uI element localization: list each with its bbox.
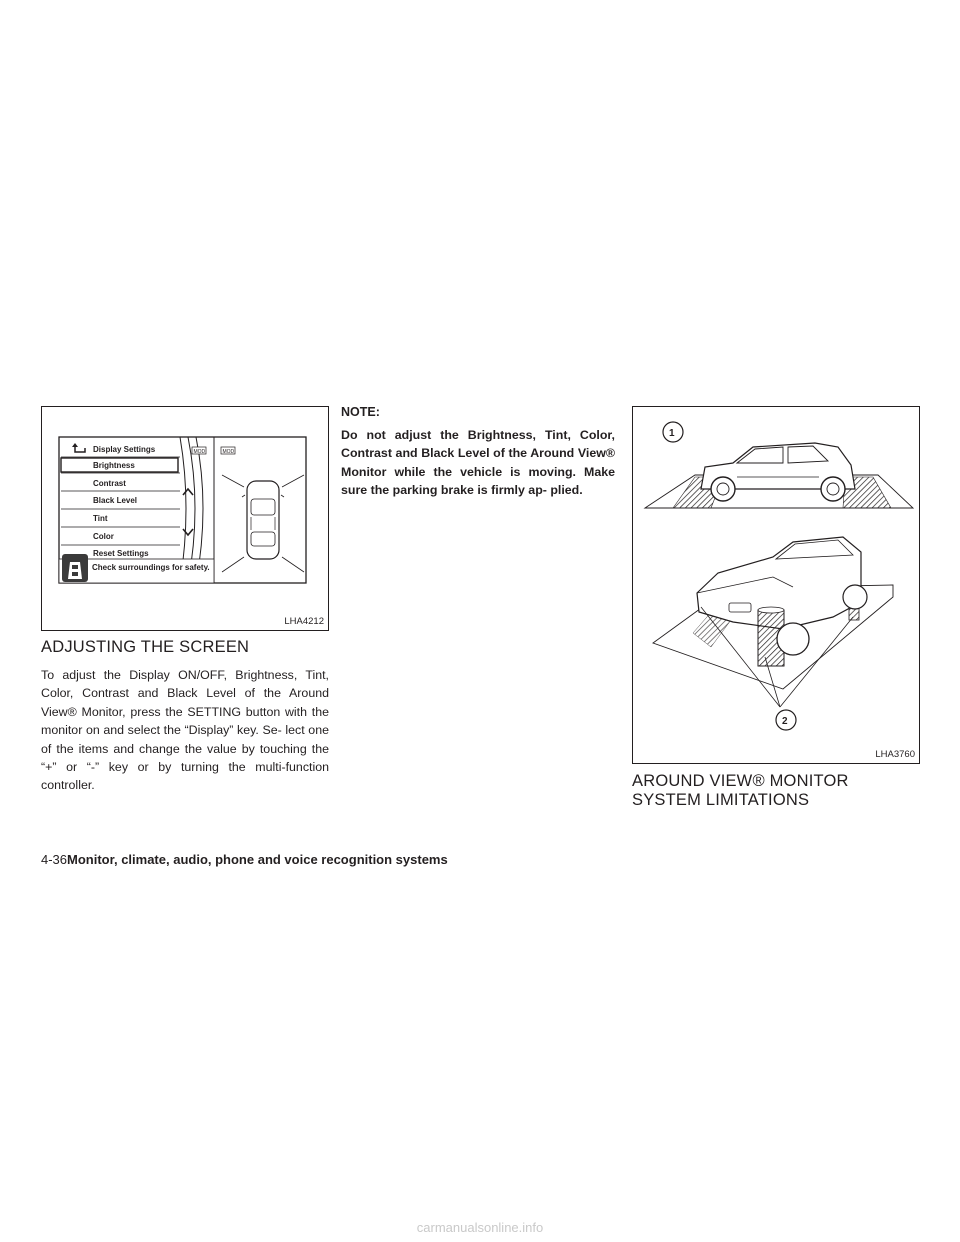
callout-2-label: 2 (782, 716, 788, 727)
menu-item-brightness[interactable]: Brightness (93, 461, 135, 470)
page-number: 4-36 (41, 852, 68, 867)
callout-1 (663, 422, 683, 442)
menu-item-black-level[interactable]: Black Level (93, 496, 138, 505)
display-settings-illustration (42, 407, 330, 632)
callout-1-label: 1 (669, 428, 675, 439)
callout-2 (776, 710, 796, 730)
suv-perspective-view-icon (653, 537, 893, 707)
watermark: carmanualsonline.info (416, 1220, 544, 1235)
figure-code: LHA4212 (284, 616, 324, 627)
note-text: Do not adjust the Brightness, Tint, Color, Contrast and Black Level of the Around View® Monitor while the vehicle is moving. Make sure the parking brake is firmly ap- plied. (341, 428, 615, 498)
figure-display-settings (41, 406, 329, 631)
heading-line-2: SYSTEM LIMITATIONS (632, 791, 810, 809)
menu-item-color[interactable]: Color (93, 532, 114, 541)
menu-item-contrast[interactable]: Contrast (93, 479, 126, 488)
section-body-adjusting-screen: To adjust the Display ON/OFF, Brightness, Tint, Color, Contrast and Black Level of the Around View® Monitor, press the SETTING button with the monitor on and select the “Display” key. Se- lect one of the items and change the value by touching the “+” or “-” key or by turning the multi-function controller. (41, 668, 329, 793)
vehicle-illustration (633, 407, 921, 765)
menu-item-tint[interactable]: Tint (93, 514, 108, 523)
menu-item-reset-settings[interactable]: Reset Settings (93, 549, 149, 558)
mod-badge-1-label: MOD (193, 448, 206, 455)
page-footer (41, 852, 448, 867)
heading-line-1: AROUND VIEW® MONITOR (632, 772, 849, 790)
status-message: Check surroundings for safety. (92, 563, 210, 572)
footer-section-title: Monitor, climate, audio, phone and voice recognition systems (67, 852, 448, 867)
figure-around-view-limitations (632, 406, 920, 764)
note-label: NOTE: (341, 405, 380, 419)
section-heading-adjusting-screen: ADJUSTING THE SCREEN (41, 638, 250, 656)
section-heading-around-view-limitations (632, 772, 932, 810)
mod-badge-2-label: MOD (222, 448, 235, 455)
figure-code: LHA3760 (875, 749, 915, 760)
screen-title: Display Settings (93, 445, 156, 454)
suv-side-view-icon (645, 443, 913, 508)
safety-warning-icon (62, 554, 88, 582)
